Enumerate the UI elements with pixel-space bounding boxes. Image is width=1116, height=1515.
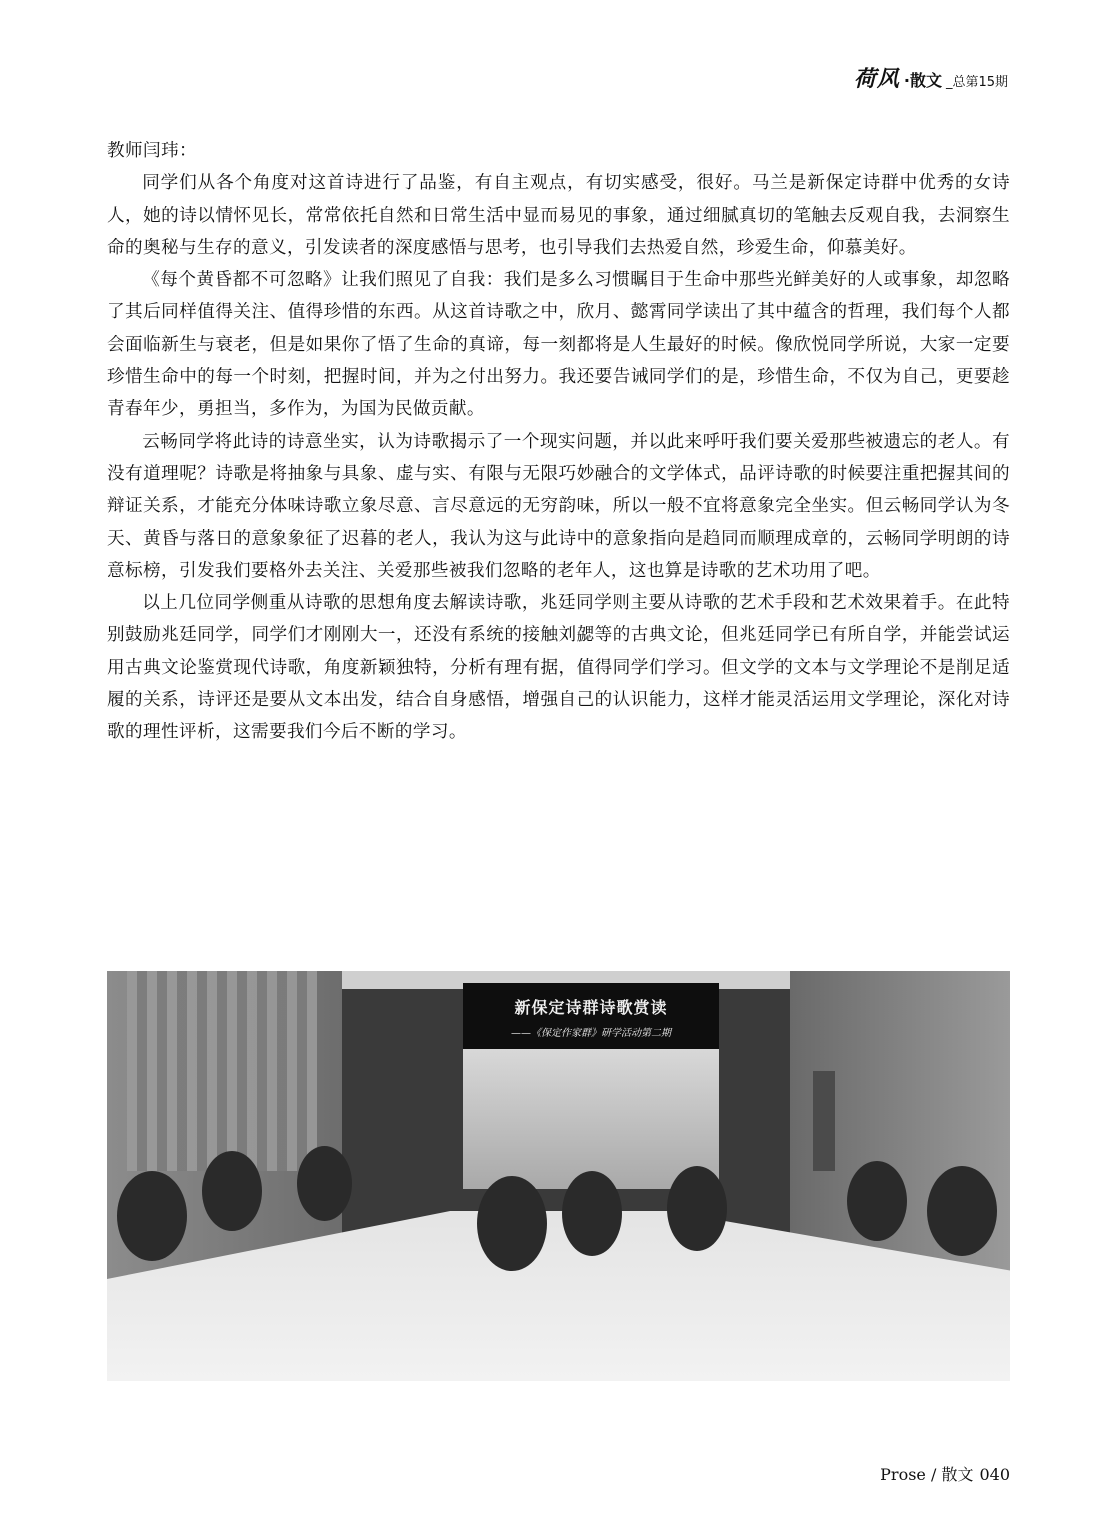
person bbox=[847, 1161, 907, 1241]
person bbox=[562, 1171, 622, 1256]
paragraph-1: 同学们从各个角度对这首诗进行了品鉴，有自主观点，有切实感受，很好。马兰是新保定诗群中优秀的女诗人，她的诗以情怀见长，常常依托自然和日常生活中显而易见的事象，通过细腻真切的笔触去反观自我，去洞察生命的奥秘与生存的意义，引发读者的深度感悟与思考，也引导我们去热爱自然，珍爱生命，仰慕美好。 bbox=[107, 173, 1010, 258]
issue-number: _总第15期 bbox=[945, 75, 1008, 90]
footer-label: Prose / 散文 bbox=[880, 1465, 974, 1484]
paragraph-4: 以上几位同学侧重从诗歌的思想角度去解读诗歌，兆廷同学则主要从诗歌的艺术手段和艺术效果着手。在此特别鼓励兆廷同学，同学们才刚刚大一，还没有系统的接触刘勰等的古典文论，但兆廷同学已有所自学，并能尝试运用古典文论鉴赏现代诗歌，角度新颖独特，分析有理有据，值得同学们学习。但文学的文本与文学理论不是削足适履的关系，诗评还是要从文本出发，结合自身感悟，增强自己的认识能力，这样才能灵活运用文学理论，深化对诗歌的理性评析，这需要我们今后不断的学习。 bbox=[107, 593, 1010, 743]
person bbox=[202, 1151, 262, 1231]
doorway-group bbox=[463, 1049, 719, 1189]
screen-subtitle: ——《保定作家群》研学活动第二期 bbox=[511, 1028, 671, 1039]
person bbox=[117, 1171, 187, 1261]
running-header bbox=[854, 62, 1008, 93]
screen-title: 新保定诗群诗歌赏读 bbox=[514, 998, 668, 1017]
curtain bbox=[127, 971, 317, 1171]
person bbox=[297, 1146, 352, 1221]
page-number: 040 bbox=[979, 1465, 1010, 1484]
paragraph-2: 《每个黄昏都不可忽略》让我们照见了自我：我们是多么习惯瞩目于生命中那些光鲜美好的人或事象，却忽略了其后同样值得关注、值得珍惜的东西。从这首诗歌之中，欣月、懿霄同学读出了其中蕴含的哲理，我们每个人都会面临新生与衰老，但是如果你了悟了生命的真谛，每一刻都将是人生最好的时候。像欣悦同学所说，大家一定要珍惜生命中的每一个时刻，把握时间，并为之付出努力。我还要告诫同学们的是，珍惜生命，不仅为自己，更要趁青春年少，勇担当，多作为，为国为民做贡献。 bbox=[107, 270, 1010, 420]
projection-screen bbox=[463, 983, 719, 1049]
group-photo bbox=[107, 971, 1010, 1381]
page-footer bbox=[880, 1462, 1010, 1485]
person bbox=[667, 1166, 727, 1251]
article-body bbox=[107, 135, 1010, 749]
section-name: ·散文 bbox=[903, 71, 942, 90]
speaker-label: 教师闫玮： bbox=[107, 141, 197, 161]
paragraph-3: 云畅同学将此诗的诗意坐实，认为诗歌揭示了一个现实问题，并以此来呼吁我们要关爱那些被遗忘的老人。有没有道理呢？诗歌是将抽象与具象、虚与实、有限与无限巧妙融合的文学体式，品评诗歌的时候要注重把握其间的辩证关系，才能充分体味诗歌立象尽意、言尽意远的无穷韵味，所以一般不宜将意象完全坐实。但云畅同学认为冬天、黄昏与落日的意象象征了迟暮的老人，我认为这与此诗中的意象指向是趋同而顺理成章的，云畅同学明朗的诗意标榜，引发我们要格外去关注、关爱那些被我们忽略的老年人，这也算是诗歌的艺术功用了吧。 bbox=[107, 431, 1010, 581]
magazine-brand: 荷风 bbox=[853, 67, 900, 92]
flag bbox=[813, 1071, 835, 1171]
person bbox=[477, 1176, 547, 1271]
person bbox=[927, 1166, 997, 1256]
